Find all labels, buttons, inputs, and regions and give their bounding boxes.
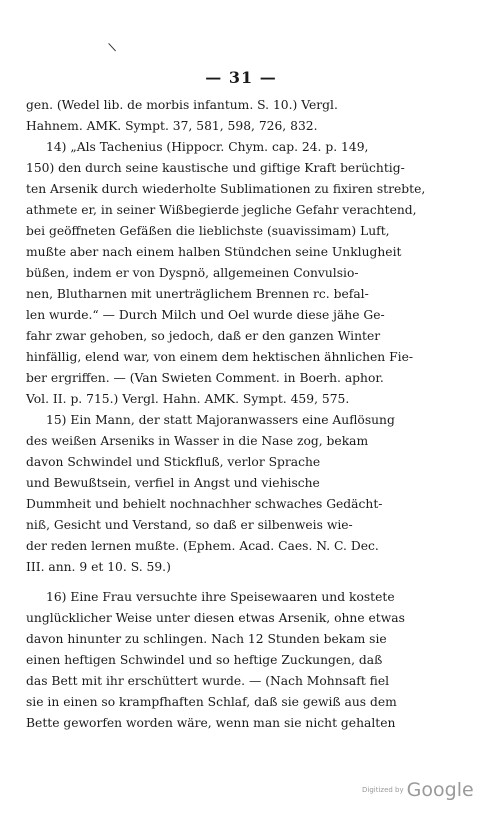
text-line: der reden lernen mußte. (Ephem. Acad. Caes. N. C. Dec. [26,539,379,553]
stray-mark: \ [107,39,117,55]
text-line: das Bett mit ihr erschüttert wurde. — (Nach Mohnsaft fiel [26,674,390,688]
text-line: III. ann. 9 et 10. S. 59.) [26,560,171,574]
text-line: 16) Eine Frau versuchte ihre Speisewaaren und kostete [46,590,395,604]
text-line: davon Schwindel und Stickfluß, verlor Sprache [26,455,321,469]
text-line: büßen, indem er von Dyspnö, allgemeinen Convulsio- [26,266,359,280]
text-line: Bette geworfen worden wäre, wenn man sie nicht gehalten [26,716,396,730]
text-line: sie in einen so krampfhaften Schlaf, daß sie gewiß aus dem [26,695,397,709]
text-line: des weißen Arseniks in Wasser in die Nase zog, bekam [26,434,369,448]
text-line: Vol. II. p. 715.) Vergl. Hahn. AMK. Sympt. 459, 575. [26,392,350,406]
digitized-label: Digitized by [362,786,404,794]
text-line: ten Arsenik durch wiederholte Sublimationen zu fixiren strebte, [26,182,426,196]
text-line: athmete er, in seiner Wißbegierde jegliche Gefahr verachtend, [26,203,417,217]
text-line: gen. (Wedel lib. de morbis infantum. S. 10.) Vergl. [26,98,338,112]
google-logo: Google [406,779,474,801]
text-line: len wurde.“ — Durch Milch und Oel wurde diese jähe Ge- [26,308,385,322]
text-line: mußte aber nach einem halben Stündchen seine Unklugheit [26,245,402,259]
text-line: und Bewußtsein, verfiel in Angst und viehische [26,476,320,490]
text-line: Dummheit und behielt nochnachher schwaches Gedächt- [26,497,383,511]
digitized-watermark [362,779,474,801]
text-line: Hahnem. AMK. Sympt. 37, 581, 598, 726, 832. [26,119,318,133]
text-line: 150) den durch seine kaustische und giftige Kraft berüchtig- [26,161,405,175]
text-line: hinfällig, elend war, von einem dem hektischen ähnlichen Fie- [26,350,413,364]
text-line: einen heftigen Schwindel und so heftige Zuckungen, daß [26,653,383,667]
text-line: 15) Ein Mann, der statt Majoranwassers eine Auflösung [46,413,395,427]
text-line: unglücklicher Weise unter diesen etwas Arsenik, ohne etwas [26,611,405,625]
text-line: ber ergriffen. — (Van Swieten Comment. in Boerh. aphor. [26,371,384,385]
text-line: davon hinunter zu schlingen. Nach 12 Stunden bekam sie [26,632,387,646]
text-line: fahr zwar gehoben, so jedoch, daß er den ganzen Winter [26,329,381,343]
text-line: 14) „Als Tachenius (Hippocr. Chym. cap. 24. p. 149, [46,140,369,154]
page-number: — 31 — [205,68,277,87]
text-line: nen, Blutharnen mit unerträglichem Brennen rc. befal- [26,287,369,301]
text-line: niß, Gesicht und Verstand, so daß er silbenweis wie- [26,518,353,532]
text-line: bei geöffneten Gefäßen die lieblichste (suavissimam) Luft, [26,224,390,238]
